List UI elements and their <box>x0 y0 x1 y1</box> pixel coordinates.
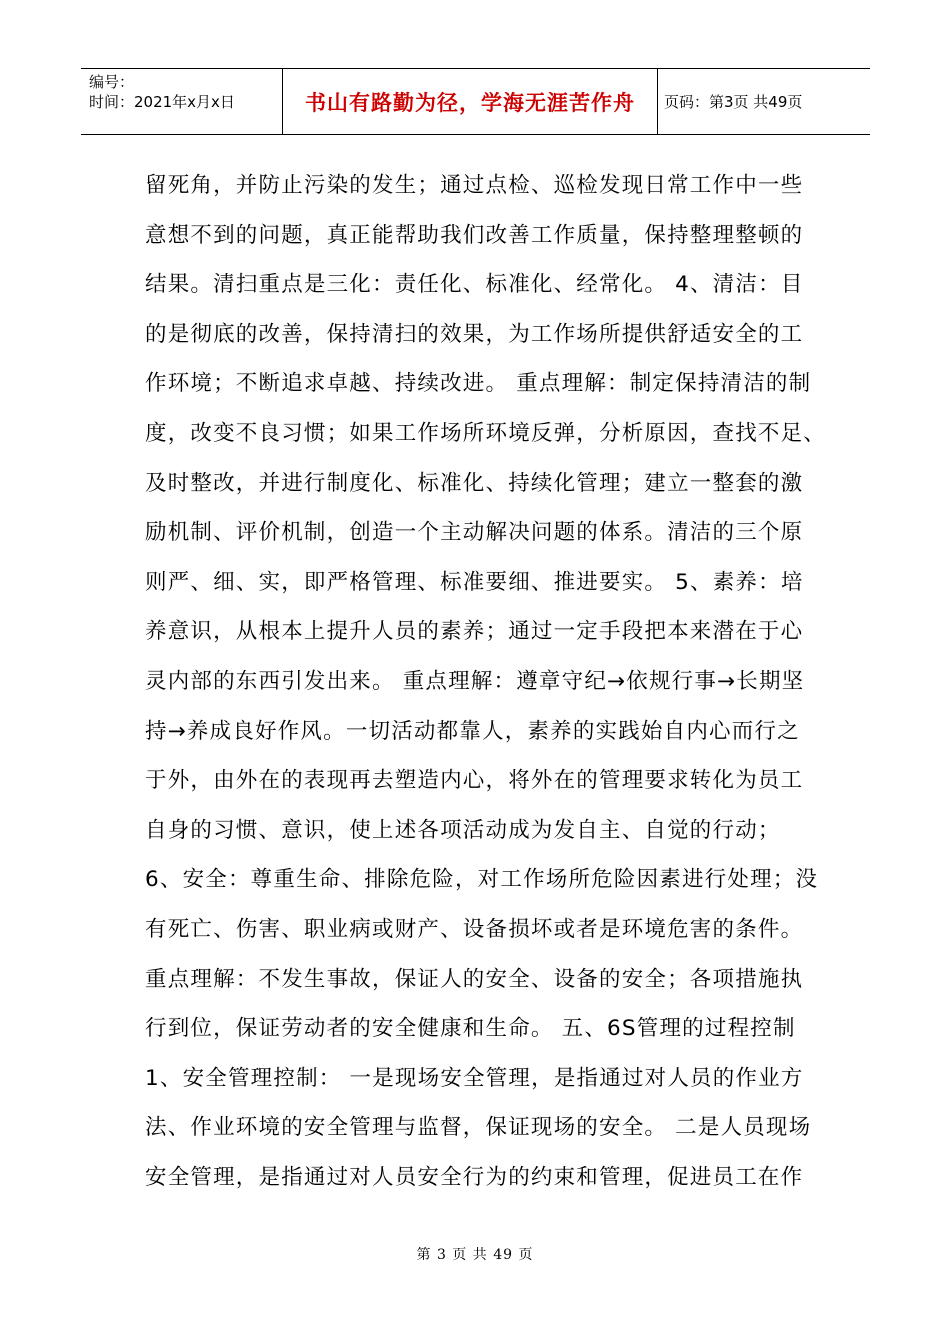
body-line: 6、安全：尊重生命、排除危险，对工作场所危险因素进行处理；没 <box>145 867 819 893</box>
header-meta-cell <box>81 69 283 134</box>
page-header <box>81 68 870 135</box>
document-number-label: 编号： <box>89 73 135 91</box>
body-line: 持→养成良好作风。一切活动都靠人，素养的实践始自内心而行之 <box>145 718 800 744</box>
body-line: 法、作业环境的安全管理与监督，保证现场的安全。 二是人员现场 <box>145 1115 812 1141</box>
document-time-label: 时间：2021年x月x日 <box>89 93 235 111</box>
body-line: 于外，由外在的表现再去塑造内心，将外在的管理要求转化为员工 <box>145 768 804 794</box>
body-line: 励机制、评价机制，创造一个主动解决问题的体系。清洁的三个原 <box>145 520 804 546</box>
document-body <box>145 161 827 1202</box>
body-line: 重点理解：不发生事故，保证人的安全、设备的安全；各项措施执 <box>145 966 804 992</box>
header-page-info: 页码：第3页 共49页 <box>664 93 803 111</box>
body-line: 灵内部的东西引发出来。 重点理解：遵章守纪→依规行事→长期坚 <box>145 668 805 694</box>
body-line: 及时整改，并进行制度化、标准化、持续化管理；建立一整套的激 <box>145 470 804 496</box>
page-footer: 第 3 页 共 49 页 <box>416 1247 534 1263</box>
body-line: 则严、细、实，即严格管理、标准要细、推进要实。 5、素养：培 <box>145 569 804 595</box>
header-motto-cell <box>283 69 658 134</box>
body-line: 作环境；不断追求卓越、持续改进。 重点理解：制定保持清洁的制 <box>145 371 812 397</box>
body-line: 行到位，保证劳动者的安全健康和生命。 五、6S管理的过程控制 <box>145 1016 796 1042</box>
body-line: 养意识，从根本上提升人员的素养；通过一定手段把本来潜在于心 <box>145 619 804 645</box>
body-line: 度，改变不良习惯；如果工作场所环境反弹，分析原因，查找不足、 <box>145 420 827 446</box>
header-page-cell <box>658 69 870 134</box>
header-motto: 书山有路勤为径，学海无涯苦作舟 <box>305 90 635 115</box>
body-line: 自身的习惯、意识，使上述各项活动成为发自主、自觉的行动； <box>145 817 781 843</box>
body-line: 1、安全管理控制： 一是现场安全管理，是指通过对人员的作业方 <box>145 1065 804 1091</box>
body-line: 意想不到的问题，真正能帮助我们改善工作质量，保持整理整顿的 <box>145 222 804 248</box>
body-line: 留死角，并防止污染的发生；通过点检、巡检发现日常工作中一些 <box>145 173 804 198</box>
body-line: 的是彻底的改善，保持清扫的效果，为工作场所提供舒适安全的工 <box>145 321 804 347</box>
body-line: 安全管理，是指通过对人员安全行为的约束和管理，促进员工在作 <box>145 1164 804 1190</box>
body-line: 有死亡、伤害、职业病或财产、设备损坏或者是环境危害的条件。 <box>145 916 804 942</box>
body-line: 结果。清扫重点是三化：责任化、标准化、经常化。 4、清洁：目 <box>145 272 804 298</box>
